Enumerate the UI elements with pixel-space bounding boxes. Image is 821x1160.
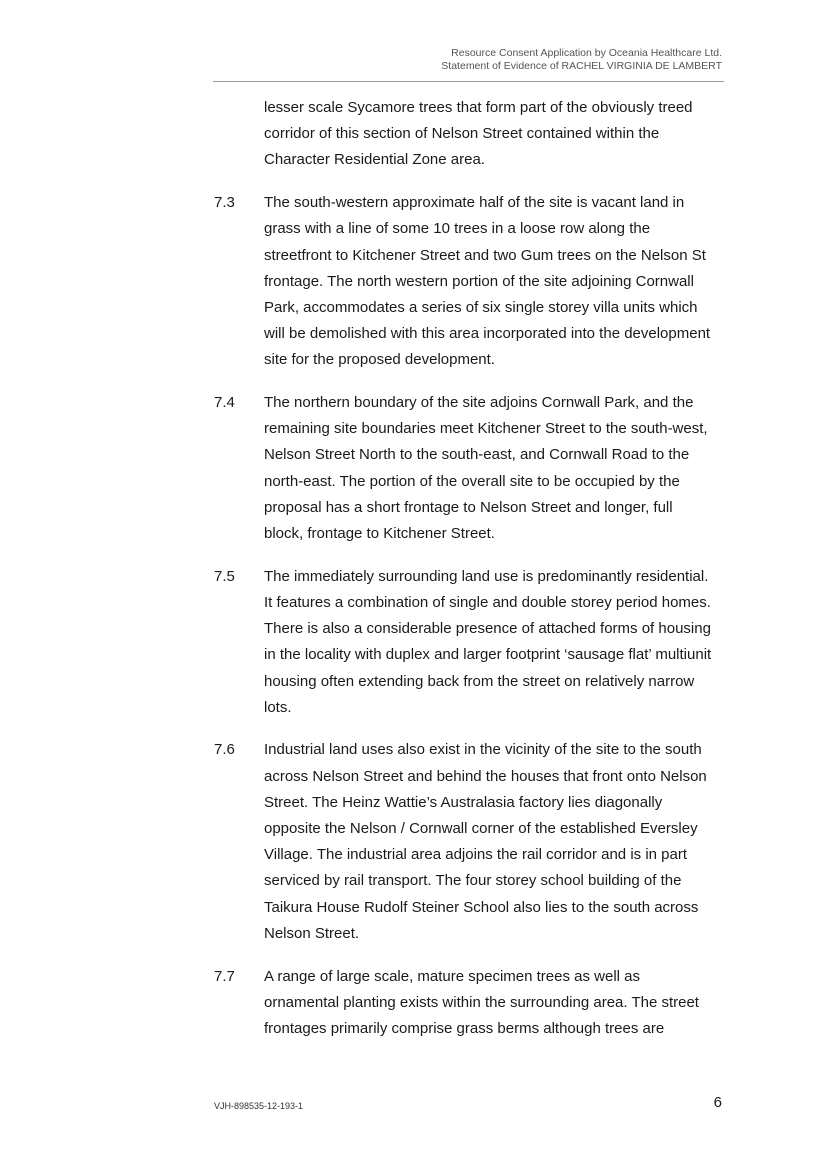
paragraph — [214, 95, 724, 174]
document-body — [214, 95, 724, 1059]
paragraph-line: Village. The industrial area adjoins the rail corridor and is in part — [264, 846, 688, 864]
page-header — [214, 47, 722, 73]
paragraph-line: remaining site boundaries meet Kitchener Street to the south-west, — [264, 420, 708, 438]
paragraph-text — [264, 564, 724, 721]
paragraph-line: There is also a considerable presence of attached forms of housing — [264, 620, 711, 638]
paragraph-line: ornamental planting exists within the surrounding area. The street — [264, 993, 699, 1011]
paragraph-line: lesser scale Sycamore trees that form part of the obviously treed — [264, 99, 693, 116]
paragraph — [214, 737, 724, 947]
paragraph-line: frontage. The north western portion of the site adjoining Cornwall — [264, 272, 694, 290]
header-line-2: Statement of Evidence of RACHEL VIRGINIA DE LAMBERT — [441, 60, 722, 72]
paragraph-line: corridor of this section of Nelson Street contained within the — [264, 125, 660, 143]
paragraph-line: Nelson Street North to the south-east, and Cornwall Road to the — [264, 446, 690, 464]
paragraph-text — [264, 737, 724, 947]
paragraph-line: lots. — [264, 698, 292, 716]
paragraph-line: housing often extending back from the street on relatively narrow — [264, 672, 695, 690]
paragraph-line: north-east. The portion of the overall site to be occupied by the — [264, 472, 680, 490]
paragraph — [214, 390, 724, 547]
paragraph-line: will be demolished with this area incorporated into the development — [264, 325, 711, 343]
paragraph-line: A range of large scale, mature specimen trees as well as — [264, 967, 641, 985]
paragraph-line: serviced by rail transport. The four storey school building of the — [264, 872, 682, 890]
paragraph — [214, 964, 724, 1043]
paragraph-number: 7.6 — [214, 741, 235, 759]
paragraph-line: The northern boundary of the site adjoins Cornwall Park, and the — [264, 394, 694, 412]
paragraph-number: 7.7 — [214, 967, 235, 985]
paragraph-text — [264, 390, 724, 547]
paragraph-line: across Nelson Street and behind the houses that front onto Nelson — [264, 767, 707, 785]
paragraph-number — [214, 95, 264, 174]
paragraph-line: frontages primarily comprise grass berms although trees are — [264, 1020, 665, 1037]
paragraph-line: The immediately surrounding land use is predominantly residential. — [264, 567, 709, 585]
paragraph-number: 7.4 — [214, 394, 235, 412]
paragraph-line: Character Residential Zone area. — [264, 151, 485, 169]
document-reference: VJH-898535-12-193-1 — [214, 1101, 304, 1111]
paragraph-text — [264, 190, 724, 373]
page-number: 6 — [713, 1094, 722, 1111]
paragraph-line: proposal has a short frontage to Nelson Street and longer, full — [264, 498, 673, 516]
paragraph-line: Nelson Street. — [264, 924, 360, 942]
paragraph-line: Street. The Heinz Wattie’s Australasia factory lies diagonally — [264, 793, 663, 811]
paragraph-line: Taikura House Rudolf Steiner School also lies to the south across — [264, 898, 699, 916]
header-divider — [213, 81, 724, 82]
paragraph-line: opposite the Nelson / Cornwall corner of the established Eversley — [264, 820, 698, 838]
paragraph-line: site for the proposed development. — [264, 351, 495, 369]
paragraph-line: It features a combination of single and double storey period homes. — [264, 593, 711, 611]
paragraph-line: Park, accommodates a series of six single storey villa units which — [264, 298, 698, 316]
paragraph-line: grass with a line of some 10 trees in a loose row along the — [264, 220, 651, 238]
paragraph-text — [264, 964, 724, 1043]
paragraph — [214, 190, 724, 373]
paragraph-number: 7.3 — [214, 194, 235, 212]
paragraph-number: 7.5 — [214, 567, 235, 585]
paragraph — [214, 564, 724, 721]
paragraph-line: Industrial land uses also exist in the vicinity of the site to the south — [264, 741, 702, 759]
paragraph-line: streetfront to Kitchener Street and two Gum trees on the Nelson St — [264, 246, 706, 264]
header-line-1: Resource Consent Application by Oceania Healthcare Ltd. — [451, 47, 722, 59]
paragraph-line: block, frontage to Kitchener Street. — [264, 525, 495, 543]
paragraph-text — [264, 95, 724, 174]
paragraph-line: The south-western approximate half of the site is vacant land in — [264, 194, 685, 212]
paragraph-line: in the locality with duplex and larger footprint ‘sausage flat’ multiunit — [264, 646, 712, 664]
